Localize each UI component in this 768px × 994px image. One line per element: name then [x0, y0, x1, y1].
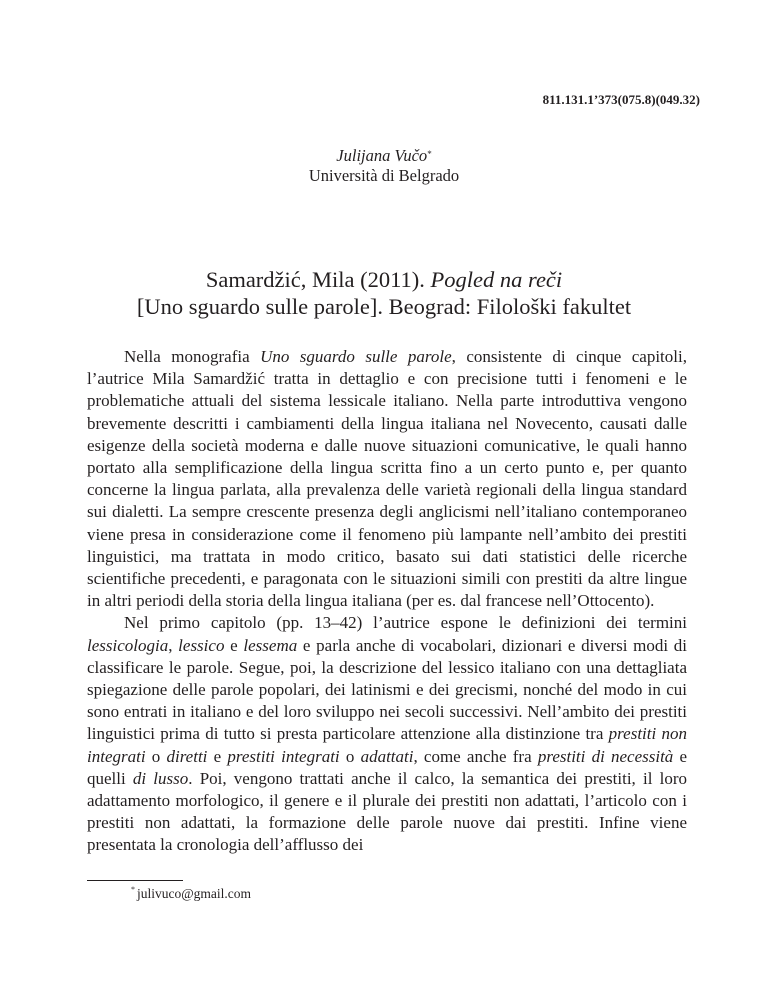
text-run: . Poi, vengono trattati anche il calco, la semantica dei prestiti, il loro adattamento morfologico, il genere e il plurale dei prestiti non adattati, l’articolo con i prestiti non adattati, la formazione delle parole nuove dai prestiti. Infine viene presentata la cronologia dell’afflusso dei: [87, 768, 687, 855]
italic-run: lessema: [243, 635, 298, 655]
italic-run: diretti: [166, 746, 208, 766]
footnote-email: julivuco@gmail.com: [137, 886, 252, 901]
text-run: ,: [168, 635, 179, 655]
text-run: o: [339, 746, 361, 766]
title-citation: Samardžić, Mila (2011).: [205, 267, 431, 292]
title-book-name: Pogled na reči: [430, 267, 563, 292]
text-run: Nel primo capitolo (pp. 13–42) l’autrice espone le definizioni dei termini: [124, 613, 687, 633]
text-run: e quelli: [87, 746, 688, 788]
author-affiliation: Università di Belgrado: [308, 166, 460, 185]
text-run: , come anche fra: [413, 746, 538, 766]
review-title: [0, 266, 768, 320]
footnote-divider: [87, 880, 183, 881]
author-name: [0, 146, 768, 166]
text-run: e: [207, 746, 228, 766]
italic-run: prestiti di necessità: [537, 746, 674, 766]
author-footnote-marker: *: [427, 149, 432, 159]
footnote-marker: *: [131, 885, 135, 894]
italic-run: lessico: [178, 635, 225, 655]
udc-classification-code: 811.131.1’373(075.8)(049.32): [542, 92, 700, 107]
text-run: e: [224, 635, 244, 655]
italic-run: lessicologia: [87, 635, 169, 655]
italic-run: Uno sguardo sulle parole: [260, 347, 452, 366]
italic-run: adattati: [360, 746, 414, 766]
paragraph-2: [87, 612, 687, 856]
text-run: , consistente di cinque capitoli, l’autrice Mila Samardžić tratta in dettaglio e con precisione tutti i fenomeni e le problematiche attuali del sistema lessicale italiano. Nella parte introduttiva vengono brevemente descritti i cambiamenti della lingua italiana nel Novecento, causati dalle esigenze della società moderna e dalle nuove situazioni comunicative, le quali hanno portato alla semplificazione della lingua scritta fino a un certo punto e, per quanto concerne la lingua parlata, alla prevalenza delle varietà regionali della lingua standard sui dialetti. La sempre crescente presenza degli anglicismi nell’italiano contemporaneo viene presa in considerazione come il fenomeno più lampante nell’ambito dei prestiti linguistici, ma trattata in modo critico, basato sui dati statistici delle ricerche scientifiche precedenti, e paragonata con le situazioni simili con prestiti da altre lingue in altri periodi della storia della lingua italiana (per es. dal francese nell’Ottocento).: [87, 347, 687, 611]
author-name-text: Julijana Vučo: [336, 146, 428, 165]
text-run: o: [145, 746, 167, 766]
paragraph-1: [87, 346, 687, 612]
italic-run: di lusso: [132, 768, 189, 788]
italic-run: prestiti non integrati: [87, 724, 687, 766]
footnote: [131, 886, 251, 902]
text-run: Nella monografia: [124, 347, 261, 366]
title-line-2: [Uno sguardo sulle parole]. Beograd: Filološki fakultet: [136, 294, 632, 319]
text-run: e parla anche di vocabolari, dizionari e diversi modi di classificare le parole. Segue, poi, la descrizione del lessico italiano con una dettagliata spiegazione delle parole popolari, dei latinismi e dei grecismi, nonché del modo in cui sono entrati in italiano e del loro sviluppo nei secoli successivi. Nell’ambito dei prestiti linguistici prima di tutto si presta particolare attenzione alla distinzione tra: [87, 635, 688, 744]
author-block: [0, 146, 768, 186]
body-text: [87, 346, 687, 857]
italic-run: prestiti integrati: [227, 746, 340, 766]
title-line-1: [0, 266, 768, 293]
